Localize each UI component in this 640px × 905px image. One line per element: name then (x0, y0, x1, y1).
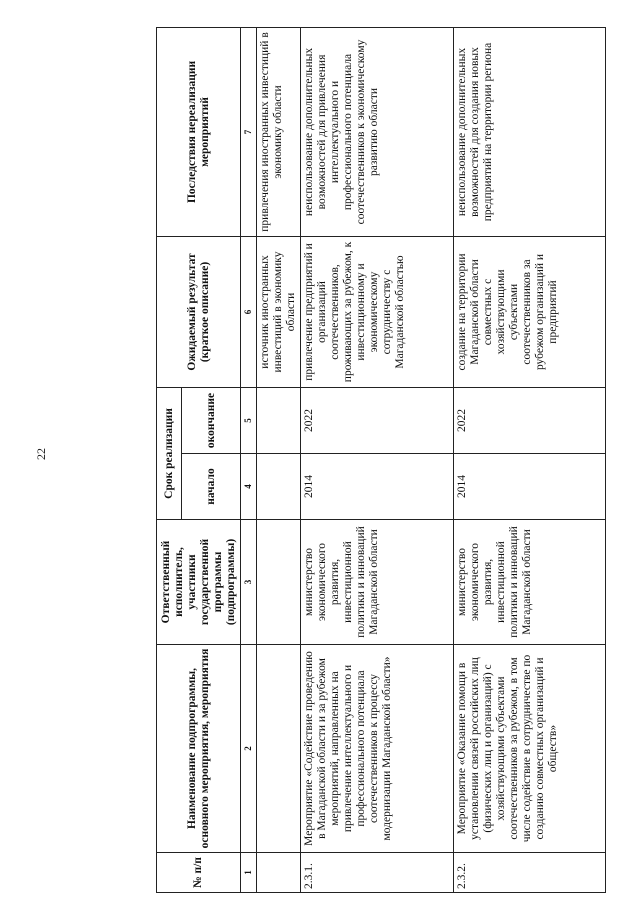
row-consequences: неиспользование дополнительных возможностей для создания новых предприятий на территории региона (454, 27, 606, 236)
row-end: 2022 (454, 387, 606, 453)
row-name: Мероприятие «Содействие проведению в Магаданской области и за рубежом мероприятий, направленных на привлечение интеллектуального и профессионального потенциала соотечественников к процессу модернизации Магаданской области» (301, 645, 454, 853)
row-executor: министерство экономического развития, инвестиционной политики и инноваций Магаданской области (301, 520, 454, 645)
row-executor: министерство экономического развития, инвестиционной политики и инноваций Магаданской области (454, 520, 606, 645)
column-number: 3 (241, 520, 257, 645)
column-number: 5 (241, 387, 257, 453)
lead-start (257, 454, 301, 520)
table-row (454, 27, 606, 892)
continuation-row (257, 27, 301, 892)
row-consequences: неиспользование дополнительных возможностей для привлечения интеллектуального и профессионального потенциала соотечественников к экономическому развитию области (301, 27, 454, 236)
lead-consequences: привлечения иностранных инвестиций в экономику области (257, 27, 301, 236)
column-number-row (241, 27, 257, 892)
row-result: создание на территории Магаданской области совместных с хозяйствующими субъектами соотечественников за рубежом организаций и предприятий (454, 236, 606, 387)
row-end: 2022 (301, 387, 454, 453)
header-name: Наименование подпрограммы, основного мероприятия, мероприятия (157, 645, 241, 853)
row-name: Мероприятие «Оказание помощи в установлении связей российских лиц (физических лиц и организаций) с хозяйствующими субъектами соотечественников за рубежом, в том числе содействие в сотрудничестве по созданию совместных организаций и обществ» (454, 645, 606, 853)
lead-executor (257, 520, 301, 645)
row-num: 2.3.1. (301, 853, 454, 893)
row-num: 2.3.2. (454, 853, 606, 893)
column-number: 4 (241, 454, 257, 520)
header-end: окончание (182, 387, 241, 453)
table-row (301, 27, 454, 892)
lead-num (257, 853, 301, 893)
header-period: Срок реализации (157, 387, 182, 519)
header-executor: Ответственный исполнитель, участники государственной программы (подпрограммы) (157, 520, 241, 645)
column-number: 1 (241, 853, 257, 893)
rotated-table-container (156, 28, 601, 893)
page-number: 22 (34, 448, 48, 460)
row-result: привлечение предприятий и организаций соотечественников, проживающих за рубежом, к инвестиционному и экономическому сотрудничеству с Магаданской областью (301, 236, 454, 387)
header-num: № п/п (157, 853, 241, 893)
header-result: Ожидаемый результат (краткое описание) (157, 236, 241, 387)
header-consequences: Последствия нереализации мероприятий (157, 27, 241, 236)
lead-end (257, 387, 301, 453)
header-row (157, 27, 182, 892)
lead-result: источник иностранных инвестиций в экономику области (257, 236, 301, 387)
column-number: 7 (241, 27, 257, 236)
header-start: начало (182, 454, 241, 520)
row-start: 2014 (301, 454, 454, 520)
column-number: 2 (241, 645, 257, 853)
lead-name (257, 645, 301, 853)
row-start: 2014 (454, 454, 606, 520)
measures-table (156, 27, 606, 893)
column-number: 6 (241, 236, 257, 387)
